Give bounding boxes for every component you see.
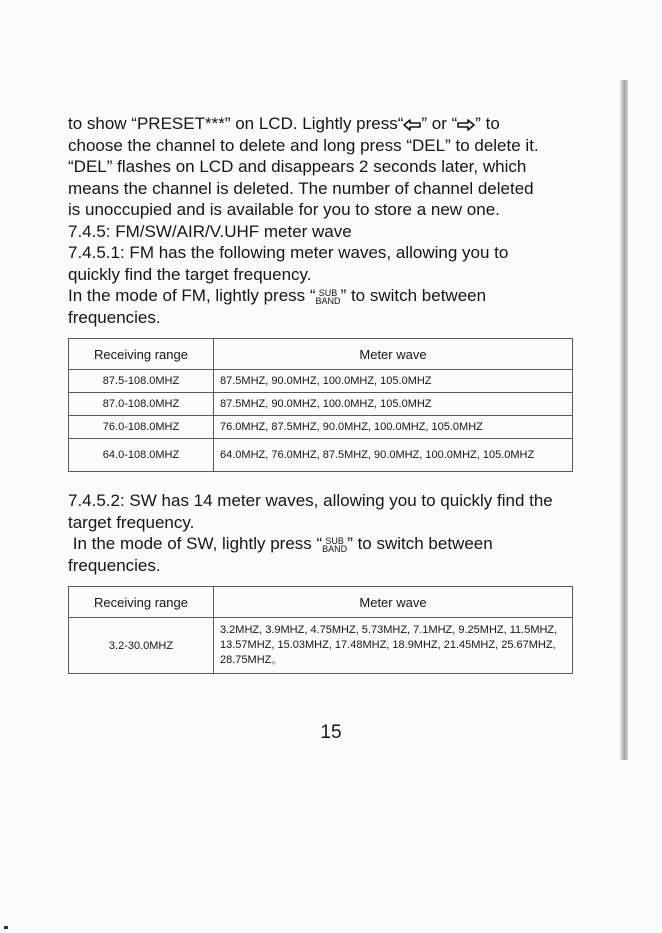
table-row xyxy=(69,393,573,416)
text-line: is unoccupied and is available for you to store a new one. xyxy=(68,200,500,219)
range-cell: 64.0-108.0MHZ xyxy=(69,439,214,472)
text-line: choose the channel to delete and long press “DEL” to delete it. xyxy=(68,135,539,155)
sub-band-top: SUB xyxy=(318,288,338,298)
wave-cell: 87.5MHZ, 90.0MHZ, 100.0MHZ, 105.0MHZ xyxy=(214,393,573,416)
text-line: frequencies. xyxy=(68,307,161,327)
table-row xyxy=(69,618,573,674)
sub-band-bottom: BAND xyxy=(322,544,348,554)
text-line: target frequency. xyxy=(68,512,195,532)
paragraph-sw-section xyxy=(68,490,603,576)
text-segment: ” or “ xyxy=(421,114,458,133)
header-receiving-range: Receiving range xyxy=(69,587,214,618)
text-line: 7.4.5.2: SW has 14 meter waves, allowing you to quickly find the xyxy=(68,491,553,510)
text-line xyxy=(68,113,603,135)
fm-meter-wave-table xyxy=(68,338,573,472)
text-segment: ” to switch between xyxy=(340,286,487,305)
left-arrow-icon xyxy=(403,119,421,131)
text-line: frequencies. xyxy=(68,555,161,575)
table-row xyxy=(69,416,573,439)
page-number: 15 xyxy=(320,722,342,743)
range-cell: 87.0-108.0MHZ xyxy=(69,393,214,416)
sub-band-top: SUB xyxy=(325,536,344,546)
text-line: 7.4.5.1: FM has the following meter waves, allowing you to xyxy=(68,243,509,262)
table-row xyxy=(69,370,573,393)
text-line: means the channel is deleted. The number of channel deleted xyxy=(68,178,534,198)
header-receiving-range: Receiving range xyxy=(69,339,214,370)
section-heading-745: 7.4.5: FM/SW/AIR/V.UHF meter wave xyxy=(68,221,352,241)
sub-band-key xyxy=(316,289,341,305)
text-line xyxy=(68,533,603,555)
scan-mark xyxy=(4,926,8,929)
paragraph-preset-delete xyxy=(68,113,603,328)
right-arrow-icon xyxy=(457,119,475,131)
text-segment: to show “PRESET***” on LCD. Lightly press“ xyxy=(68,114,404,133)
text-segment: ” to switch between xyxy=(347,534,493,553)
table-header-row xyxy=(69,587,573,618)
range-cell: 87.5-108.0MHZ xyxy=(69,370,214,393)
header-meter-wave: Meter wave xyxy=(214,587,573,618)
text-segment: ” to xyxy=(475,114,500,133)
text-segment: In the mode of FM, lightly press “ xyxy=(68,286,316,305)
text-line xyxy=(68,285,603,307)
scan-shadow-edge xyxy=(619,80,628,760)
text-line: “DEL” flashes on LCD and disappears 2 seconds later, which xyxy=(68,157,527,176)
range-cell: 3.2-30.0MHZ xyxy=(69,618,214,674)
header-meter-wave: Meter wave xyxy=(214,339,573,370)
text-line: quickly find the target frequency. xyxy=(68,264,312,284)
range-cell: 76.0-108.0MHZ xyxy=(69,416,214,439)
wave-cell: 64.0MHZ, 76.0MHZ, 87.5MHZ, 90.0MHZ, 100.0MHZ, 105.0MHZ xyxy=(214,439,573,472)
text-segment: In the mode of SW, lightly press “ xyxy=(68,534,323,553)
wave-cell: 87.5MHZ, 90.0MHZ, 100.0MHZ, 105.0MHZ xyxy=(214,370,573,393)
sub-band-key xyxy=(322,537,347,553)
wave-cell: 76.0MHZ, 87.5MHZ, 90.0MHZ, 100.0MHZ, 105.0MHZ xyxy=(214,416,573,439)
sw-meter-wave-table xyxy=(68,586,573,674)
wave-cell: 3.2MHZ, 3.9MHZ, 4.75MHZ, 5.73MHZ, 7.1MHZ, 9.25MHZ, 11.5MHZ, 13.57MHZ, 15.03MHZ, 17.48MHZ, 18.9MHZ, 21.45MHZ, 25.67MHZ, 28.75MHZ。 xyxy=(214,618,573,674)
table-row xyxy=(69,439,573,472)
sub-band-bottom: BAND xyxy=(315,296,341,306)
table-header-row xyxy=(69,339,573,370)
